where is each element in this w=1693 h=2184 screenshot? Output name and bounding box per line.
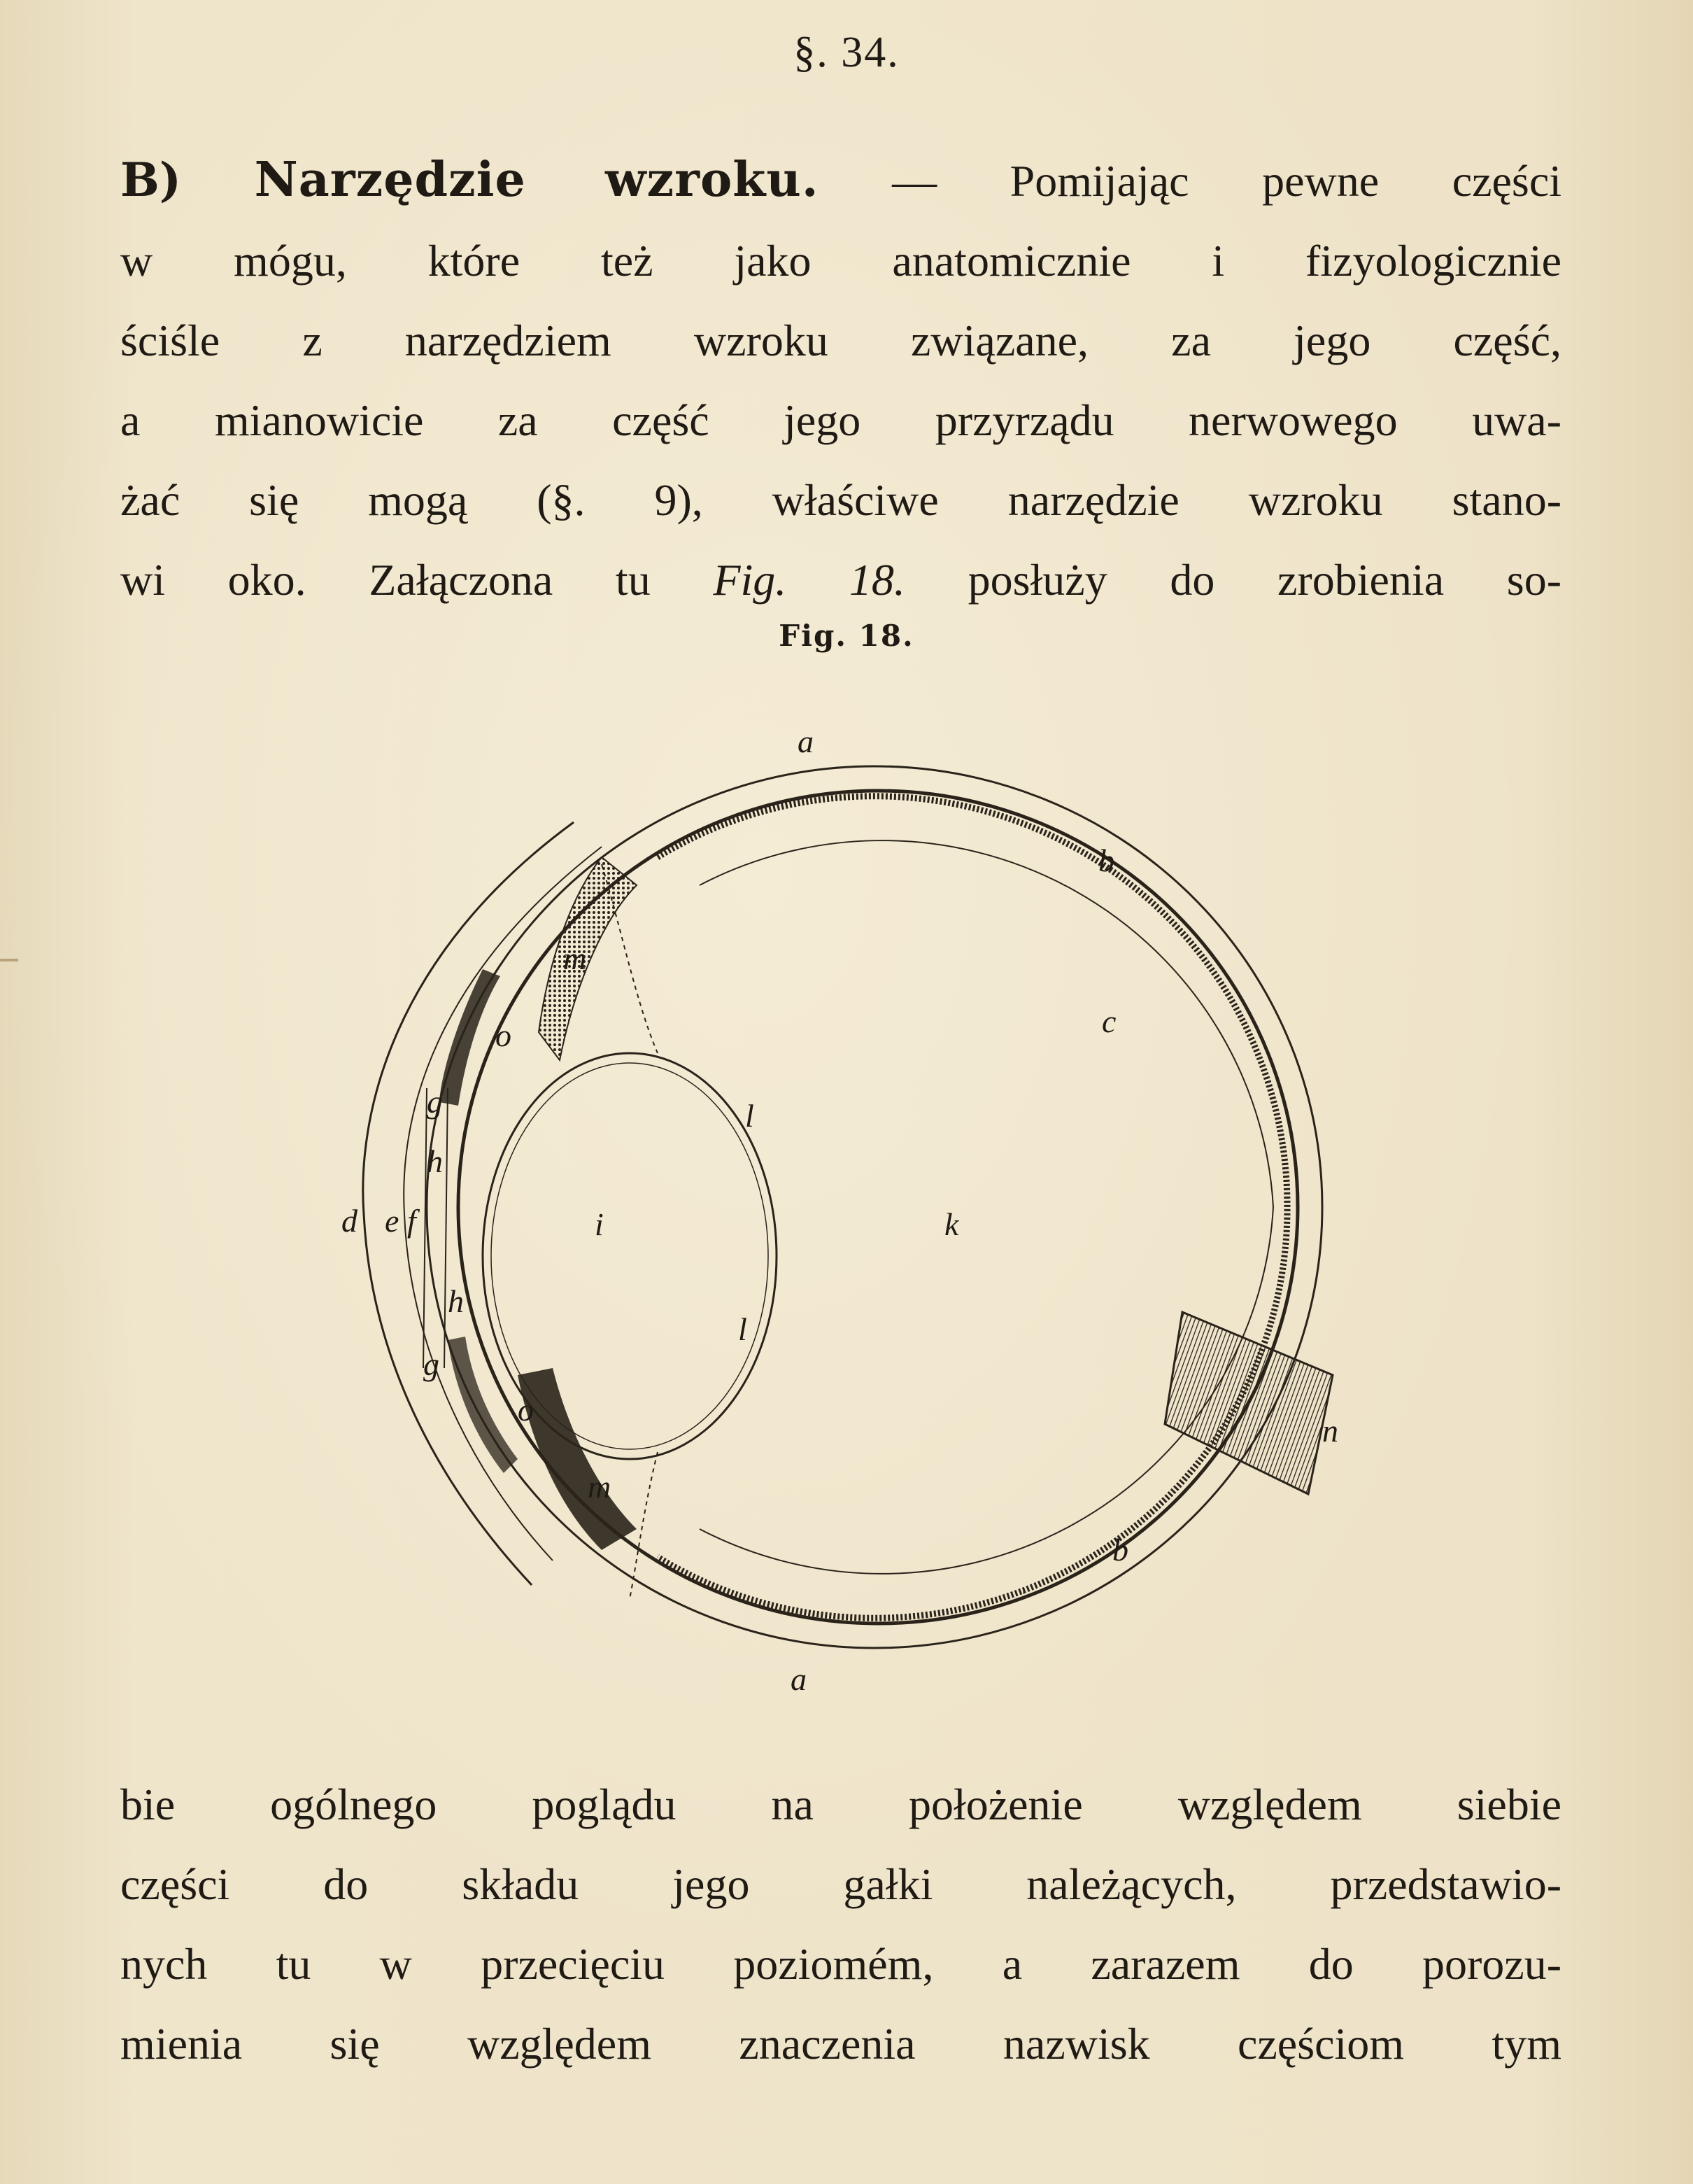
intro-line-5: żać się mogą (§. 9), właściwe narzędzie wzroku stano- bbox=[120, 475, 1561, 525]
margin-mark bbox=[0, 959, 18, 961]
label-o-top: o bbox=[495, 1017, 511, 1053]
label-m-top: m bbox=[563, 940, 587, 976]
intro-line-6-b: posłuży do zrobienia so- bbox=[968, 555, 1562, 605]
label-l-bottom: l bbox=[738, 1311, 747, 1347]
intro-line-1 bbox=[120, 140, 1561, 221]
continuation-line-2: części do składu jego gałki należących, przedstawio- bbox=[120, 1859, 1561, 1909]
label-h-top: h bbox=[427, 1143, 443, 1179]
intro-line-1-rest: — Pomijając pewne części bbox=[892, 156, 1561, 206]
heading-title: Narzędzie wzroku. bbox=[254, 152, 819, 208]
label-l-top: l bbox=[745, 1098, 754, 1134]
label-h-bottom: h bbox=[448, 1283, 464, 1319]
intro-line-6-a: wi oko. Załączona tu bbox=[120, 555, 651, 605]
label-m-bottom: m bbox=[588, 1469, 611, 1505]
label-b-top: b bbox=[1098, 843, 1114, 878]
label-b-bottom: b bbox=[1112, 1532, 1128, 1567]
continuation-paragraph bbox=[120, 1765, 1561, 2084]
label-c: c bbox=[1102, 1003, 1117, 1039]
chamber-line-2 bbox=[444, 1088, 448, 1368]
label-n: n bbox=[1322, 1413, 1338, 1449]
iris-top bbox=[439, 969, 500, 1106]
intro-line-3: ściśle z narzędziem wzroku związane, za jego część, bbox=[120, 316, 1561, 365]
eye-cross-section-figure bbox=[308, 724, 1385, 1711]
hyaloid-line-bottom bbox=[630, 1452, 658, 1599]
sclera-outer bbox=[427, 766, 1322, 1648]
label-a-bottom: a bbox=[791, 1661, 807, 1697]
intro-line-2: w mógu, które też jako anatomicznie i fizyologicznie bbox=[120, 236, 1561, 286]
label-i: i bbox=[595, 1206, 604, 1242]
optic-nerve bbox=[1165, 1312, 1333, 1494]
label-o-bottom: o bbox=[518, 1392, 534, 1428]
intro-line-6 bbox=[120, 540, 1561, 620]
continuation-line-1: bie ogólnego poglądu na położenie względem siebie bbox=[120, 1780, 1561, 1829]
intro-line-4: a mianowicie za część jego przyrządu nerwowego uwa- bbox=[120, 395, 1561, 445]
continuation-line-4: mienia się względem znaczenia nazwisk częściom tym bbox=[120, 2019, 1561, 2069]
label-a-top: a bbox=[798, 724, 814, 759]
retina bbox=[658, 796, 1287, 1619]
section-number: §. 34. bbox=[793, 29, 900, 76]
label-f: f bbox=[407, 1203, 416, 1239]
label-d: d bbox=[341, 1203, 357, 1239]
label-g-bottom: g bbox=[423, 1346, 439, 1382]
figure-reference: Fig. 18. bbox=[713, 555, 905, 605]
label-g-top: g bbox=[427, 1084, 443, 1120]
retina-inner bbox=[700, 840, 1273, 1574]
heading-letter: B) bbox=[120, 153, 182, 207]
figure-caption: Fig. 18. bbox=[779, 619, 914, 653]
label-e: e bbox=[385, 1203, 399, 1239]
continuation-line-3: nych tu w przecięciu poziomém, a zarazem do porozu- bbox=[120, 1939, 1561, 1989]
eye-diagram bbox=[308, 724, 1385, 1711]
label-k: k bbox=[944, 1206, 959, 1242]
intro-paragraph bbox=[120, 140, 1561, 620]
